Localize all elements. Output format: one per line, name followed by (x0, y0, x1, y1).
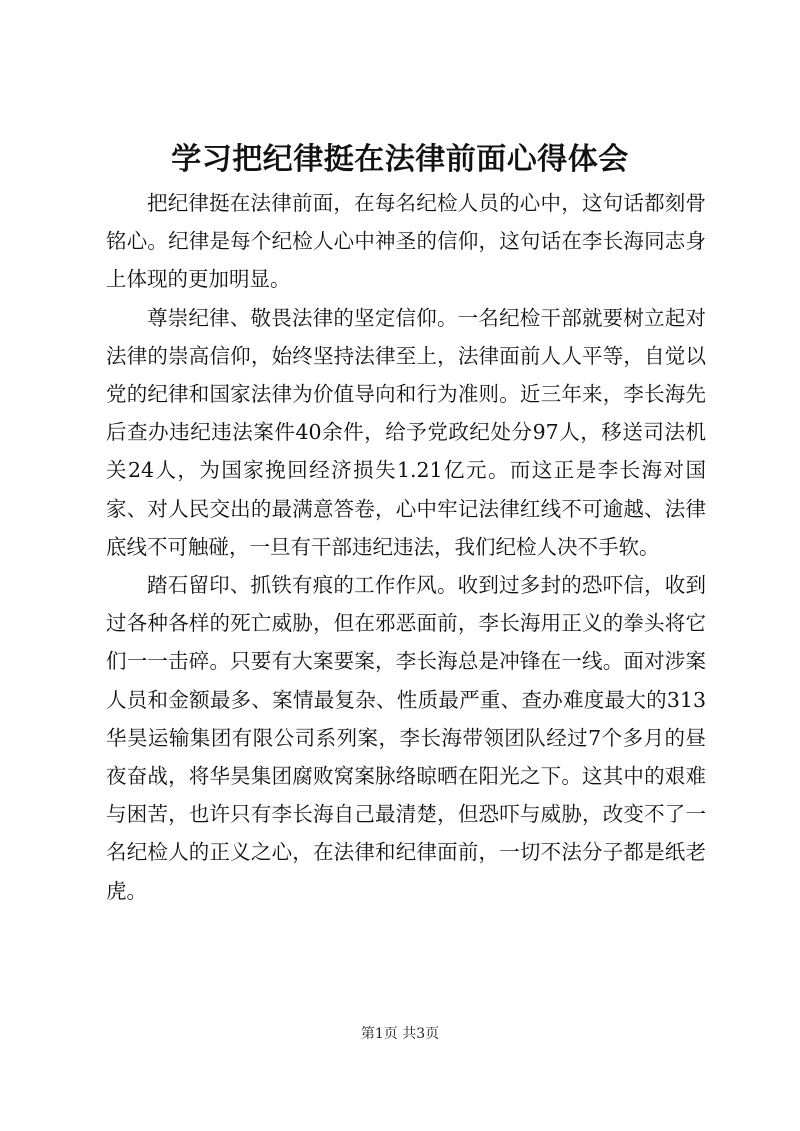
document-body (106, 184, 706, 910)
paragraph-3: 踏石留印、抓铁有痕的工作作风。收到过多封的恐吓信，收到过各种各样的死亡威胁，但在邪恶面前，李长海用正义的拳头将它们一一击碎。只要有大案要案，李长海总是冲锋在一线。面对涉案人员和金额最多、案情最复杂、性质最严重、查办难度最大的313华昊运输集团有限公司系列案，李长海带领团队经过7个多月的昼夜奋战，将华昊集团腐败窝案脉络晾晒在阳光之下。这其中的艰难与困苦，也许只有李长海自己最清楚，但恐吓与威胁，改变不了一名纪检人的正义之心，在法律和纪律面前，一切不法分子都是纸老虎。 (106, 573, 706, 903)
paragraph-2: 尊崇纪律、敬畏法律的坚定信仰。一名纪检干部就要树立起对法律的崇高信仰，始终坚持法律至上，法律面前人人平等，自觉以党的纪律和国家法律为价值导向和行为准则。近三年来，李长海先后查办违纪违法案件40余件，给予党政纪处分97人，移送司法机关24人，为国家挽回经济损失1.21亿元。而这正是李长海对国家、对人民交出的最满意答卷，心中牢记法律红线不可逾越、法律底线不可触碰，一旦有干部违纪违法，我们纪检人决不手软。 (106, 305, 706, 559)
page-number-footer: 第1页 共3页 (360, 1026, 440, 1042)
paragraph-1: 把纪律挺在法律前面，在每名纪检人员的心中，这句话都刻骨铭心。纪律是每个纪检人心中神圣的信仰，这句话在李长海同志身上体现的更加明显。 (106, 191, 706, 292)
document-title: 学习把纪律挺在法律前面心得体会 (171, 142, 629, 177)
